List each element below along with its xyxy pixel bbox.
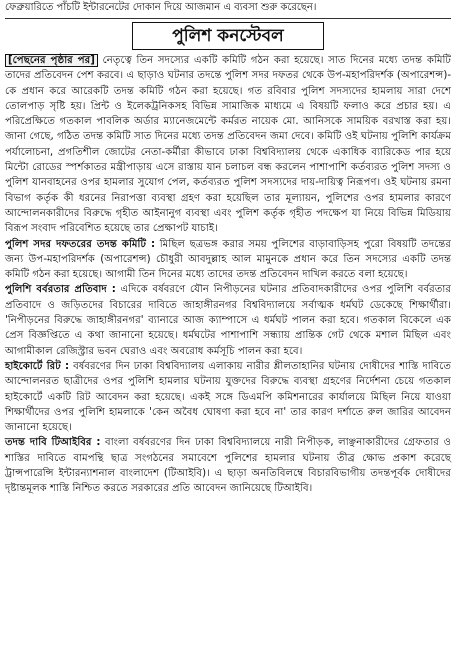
intro-text: নেতৃত্বে তিন সদস্যের একটি কমিটি গঠন করা হয়েছে। সাত দিনের মধ্যে তদন্ত কমিটি তাদের প্রতিবেদন পেশ করবে। এ ছাড়াও ঘটনার তদন্তে পুলিশ সদর দফতর থেকে উপ-মহাপরিদর্শক (অপারেশন্স)-কে প্রধান করে আরেকটি তদন্ত কমিটি গঠন করা হয়েছে। গত রবিবার পুলিশ সদস্যদের হামলায় সারা দেশে তোলপাড় সৃষ্টি হয়। প্রিন্ট ও ইলেকট্রনিকসহ বিভিন্ন সামাজিক মাধ্যমে এ বিষয়টি ফলাও করে প্রচার হয়। এ পরিপ্রেক্ষিতে গতকাল পাবলিক অর্ডার ম্যানেজমেন্টে কর্মরত নায়েক মো. আনিসকে সাময়িক বরখাস্ত করা হয়। জানা গেছে, গঠিত তদন্ত কমিটি সাত দিনের মধ্যে তদন্ত প্রতিবেদন জমা দেবে। কমিটি ওই ঘটনায় পুলিশি কার্যক্রম পর্যালোচনা, প্রগতিশীল জোটের নেতা-কর্মীরা কীভাবে ঢাকা বিশ্ববিদ্যালয় থেকে একাধিক ব্যারিকেড পার হয়ে মিন্টো রোডের স্পর্শকাতর মন্ত্রীপাড়ায় এসে রাস্তায় যান চলাচল বন্ধ করলেন পাশাপাশি কর্তব্যরত পুলিশ সদস্য ও পুলিশ যানবাহনের ওপর হামলার সুযোগ পেল, কর্তব্যরত পুলিশ সদস্যদের দায়-দায়িত্ব নিরূপণ। ওই ঘটনায় রমনা বিভাগ কর্তৃক কী ধরনের নিরাপত্তা ব্যবস্থা গ্রহণ করা হয়েছিল তার মূল্যায়ন, পুলিশের ওপর হামলার কারণে আন্দোলনকারীদের বিরুদ্ধে গৃহীত আইনানুগ ব্যবস্থা এবং পুলিশ কর্তৃক গৃহীত পদক্ষেপ যা নিয়ে বিভিন্ন মিডিয়ায় বিরূপ সংবাদ পরিবেশিত হয়েছে তার প্রেক্ষাপট যাচাই। [5,55,452,235]
section-text: বর্ষবরণের দিন ঢাকা বিশ্ববিদ্যালয় এলাকায় নারীর শ্লীলতাহানির ঘটনায় দোষীদের শাস্তি দাবিতে আন্দোলনরত ছাত্রীদের ওপর পুলিশি হামলার ঘটনায় যুক্তদের বিরুদ্ধে ব্যবস্থা গ্রহণের নির্দেশনা চেয়ে গতকাল হাইকোর্টে একটি রিট আবেদন করা হয়েছে। একই সঙ্গে ডিএমপি কমিশনারের কার্যালয়ে মিছিল নিয়ে যাওয়া শিক্ষার্থীদের ওপর পুলিশি হামলাকে 'কেন অবৈধ ঘোষণা করা হবে না' তার কারণ দর্শাতে রুল জারির আবেদন জানানো হয়েছে। [5,360,451,434]
news-page [5,0,451,497]
section-heading: তদন্ত দাবি টিআইবির : [5,437,101,449]
divider [5,18,451,19]
section-police-hq-committee [5,237,451,283]
article-headline: পুলিশ কনস্টেবল [132,22,324,50]
section-heading: পুলিশ সদর দফতরের তদন্ত কমিটি : [5,238,156,250]
section-text: এদিকে বর্ষবরণে যৌন নিপীড়নের ঘটনার প্রতিবাদকারীদের ওপর পুলিশি বর্বরতার প্রতিবাদে ও জড়িতদের বিচারের দাবিতে জাহাঙ্গীরনগর বিশ্ববিদ্যালয়ে সর্বাত্মক ধর্মঘট ডেকেছে শিক্ষার্থীরা। 'নিপীড়নের বিরুদ্ধে জাহাঙ্গীরনগর' ব্যানারে আজ ক্যাম্পাসে এ ধর্মঘট পালন করা হবে। গতকাল বিকেলে এক প্রেস বিজ্ঞপ্তিতে এ কথা জানানো হয়েছে। ধর্মঘটের পাশাপাশি সন্ধ্যায় প্রান্তিক গেট থেকে মশাল মিছিল এবং আগামীকাল রেজিস্ট্রার ভবন ঘেরাও এবং অবরোধ কর্মসূচি পালন করা হবে। [5,284,451,357]
section-text: বাংলা বর্ষবরণের দিন ঢাকা বিশ্ববিদ্যালয়ে নারী নিপীড়ক, লাঞ্ছনাকারীদের গ্রেফতার ও শাস্তির দাবিতে বামপন্থি ছাত্র সংগঠনের সমাবেশে পুলিশের হামলার ঘটনায় তীব্র ক্ষোভ প্রকাশ করেছে ট্রান্সপারেন্সি ইন্টারন্যাশনাল বাংলাদেশ (টিআইবি)। এ ছাড়া অনতিবিলম্বে বিচারবিভাগীয় তদন্তপূর্বক দোষীদের দৃষ্টান্তমূলক শাস্তি নিশ্চিত করতে সরকারের প্রতি আবেদন জানিয়েছে টিআইবি। [5,437,451,495]
section-high-court-writ [5,359,451,435]
section-heading: হাইকোর্টে রিট : [5,360,70,372]
section-text: মিছিল ছত্রভঙ্গ করার সময় পুলিশের বাড়াবাড়িসহ পুরো বিষয়টি তদন্তের জন্য উপ-মহাপরিদর্শক (অপারেশন্স) চৌধুরী আবদুল্লাহ আল মামুনকে প্রধান করে তিন সদস্যের একটি তদন্ত কমিটি গঠন করা হয়েছে। আগামী তিন দিনের মধ্যে তাদের তদন্ত প্রতিবেদন দাখিল করতে বলা হয়েছে। [5,238,451,281]
section-heading: পুলিশি বর্বরতার প্রতিবাদ : [5,284,116,296]
article-body [5,53,451,497]
article-paragraph-intro [5,53,451,237]
previous-article-tail: ফেব্রুয়ারিতে পাঁচটি ইন্টারনেটের দোকান দিয়ে আজমান এ ব্যবসা শুরু করেছেন। [5,2,317,13]
section-tib-demand [5,435,451,496]
section-protest-police-brutality [5,282,451,358]
continued-tag: [পেছনের পৃষ্ঠার পর] [5,54,98,67]
